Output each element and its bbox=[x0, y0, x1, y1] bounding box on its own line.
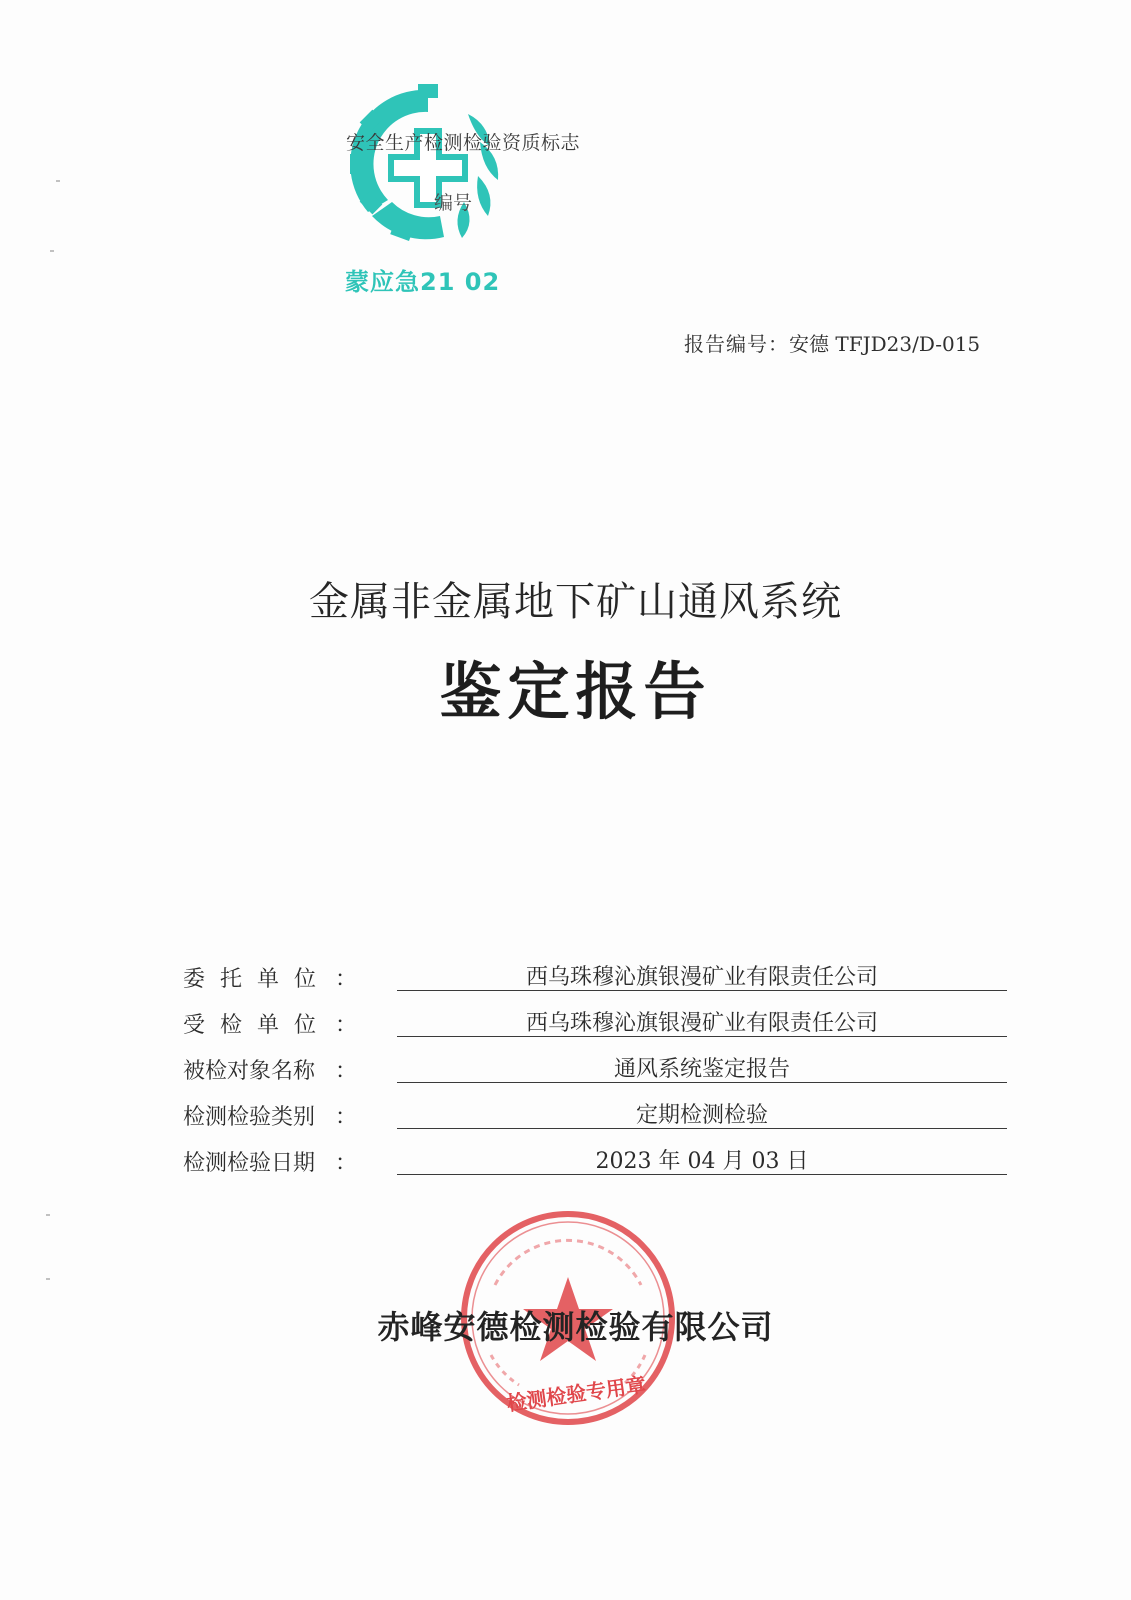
info-row-inspection-date bbox=[183, 1142, 1013, 1188]
info-colon: ： bbox=[335, 967, 358, 992]
report-number-value: 安德 TFJD23/D-015 bbox=[789, 332, 981, 356]
qualification-code: 蒙应急21 02 bbox=[345, 268, 501, 296]
info-colon: ： bbox=[335, 1151, 358, 1176]
report-number-label: 报告编号： bbox=[684, 332, 789, 356]
info-label: 委托单位 bbox=[183, 967, 332, 992]
safety-cross-gear-icon bbox=[348, 84, 508, 244]
info-colon: ： bbox=[335, 1013, 358, 1038]
seal-label: 检测检验专用章 bbox=[505, 1372, 648, 1416]
info-colon: ： bbox=[335, 1105, 358, 1130]
qualification-number-label: 编号 bbox=[434, 192, 473, 214]
info-row-object-name bbox=[183, 1050, 1013, 1096]
qualification-caption: 安全生产检测检验资质标志 bbox=[346, 132, 581, 154]
report-subtitle: 鉴定报告 bbox=[439, 655, 712, 728]
underline bbox=[397, 990, 1007, 991]
scan-speck bbox=[56, 180, 60, 182]
underline bbox=[397, 1036, 1007, 1037]
underline bbox=[397, 1174, 1007, 1175]
info-label: 检测检验日期 bbox=[183, 1151, 316, 1176]
info-value: 通风系统鉴定报告 bbox=[613, 1057, 790, 1082]
report-number bbox=[684, 328, 980, 357]
report-info-table bbox=[183, 958, 1013, 1188]
info-row-inspected-unit bbox=[183, 1004, 1013, 1050]
info-row-client bbox=[183, 958, 1013, 1004]
scan-speck bbox=[46, 1214, 50, 1216]
info-colon: ： bbox=[335, 1059, 358, 1084]
issuing-company: 赤峰安德检测检验有限公司 bbox=[377, 1308, 774, 1346]
report-title: 金属非金属地下矿山通风系统 bbox=[309, 579, 842, 625]
info-value: 2023 年 04 月 03 日 bbox=[595, 1149, 809, 1174]
info-row-inspection-type bbox=[183, 1096, 1013, 1142]
underline bbox=[397, 1082, 1007, 1083]
scan-speck bbox=[46, 1278, 50, 1280]
underline bbox=[397, 1128, 1007, 1129]
info-value: 西乌珠穆沁旗银漫矿业有限责任公司 bbox=[525, 1011, 878, 1036]
info-label: 被检对象名称 bbox=[183, 1059, 316, 1084]
info-label: 检测检验类别 bbox=[183, 1105, 316, 1130]
info-label: 受检单位 bbox=[183, 1013, 332, 1038]
info-value: 西乌珠穆沁旗银漫矿业有限责任公司 bbox=[525, 965, 878, 990]
info-value: 定期检测检验 bbox=[635, 1103, 768, 1128]
scan-speck bbox=[50, 250, 54, 252]
